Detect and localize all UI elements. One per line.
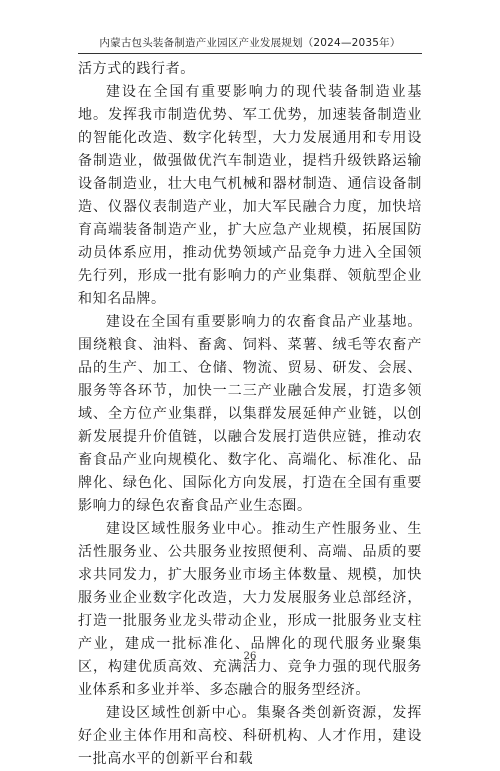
page-number: 26 [243,651,257,662]
paragraph-innovation-center: 建设区域性创新中心。集聚各类创新资源，发挥好企业主体作用和高校、科研机构、人才作用，建设一批高水平的创新平台和载 [78,705,422,767]
body-text [78,58,422,771]
paragraph-equipment-manufacturing-base: 建设在全国有重要影响力的现代装备制造业基地。发挥我市制造优势、军工优势，加速装备制造业的智能化改造、数字化转型，大力发展通用和专用设备制造业，做强做优汽车制造业，提档升级铁路运输设备制造业，壮大电气机械和器材制造、通信设备制造、仪器仪表制造产业，加大军民融合力度，加快培育高端装备制造产业，扩大应急产业规模，拓展国防动员体系应用，推动优势领域产品竞争力进入全国领先行列，形成一批有影响力的产业集群、领航型企业和知名品牌。 [78,84,422,307]
paragraph-agricultural-food-base: 建设在全国有重要影响力的农畜食品产业基地。围绕粮食、油料、畜禽、饲料、菜薯、绒毛等农畜产品的生产、加工、仓储、物流、贸易、研发、会展、服务等各环节，加快一二三产业融合发展，打造多领域、全方位产业集群，以集群发展延伸产业链，以创新发展提升价值链，以融合发展打造供应链，推动农畜食品产业向规模化、数字化、高端化、标准化、品牌化、绿色化、国际化方向发展，打造在全国有重要影响力的绿色农畜食品产业生态圈。 [78,314,422,514]
paragraph-continued: 活方式的践行者。 [78,61,195,77]
paragraph-service-center: 建设区域性服务业中心。推动生产性服务业、生活性服务业、公共服务业按照便利、高端、品质的要求共同发力，扩大服务业市场主体数量、规模，加快服务业企业数字化改造，大力发展服务业总部经济，打造一批服务业龙头带动企业，形成一批服务业支柱产业，建成一批标准化、品牌化的现代服务业聚集区，构建优质高效、充满活力、竞争力强的现代服务业体系和多业并举、多态融合的服务型经济。 [78,521,422,698]
header-rule [78,53,422,54]
running-header: 内蒙古包头装备制造产业园区产业发展规划（2024—2035年） [99,37,401,49]
